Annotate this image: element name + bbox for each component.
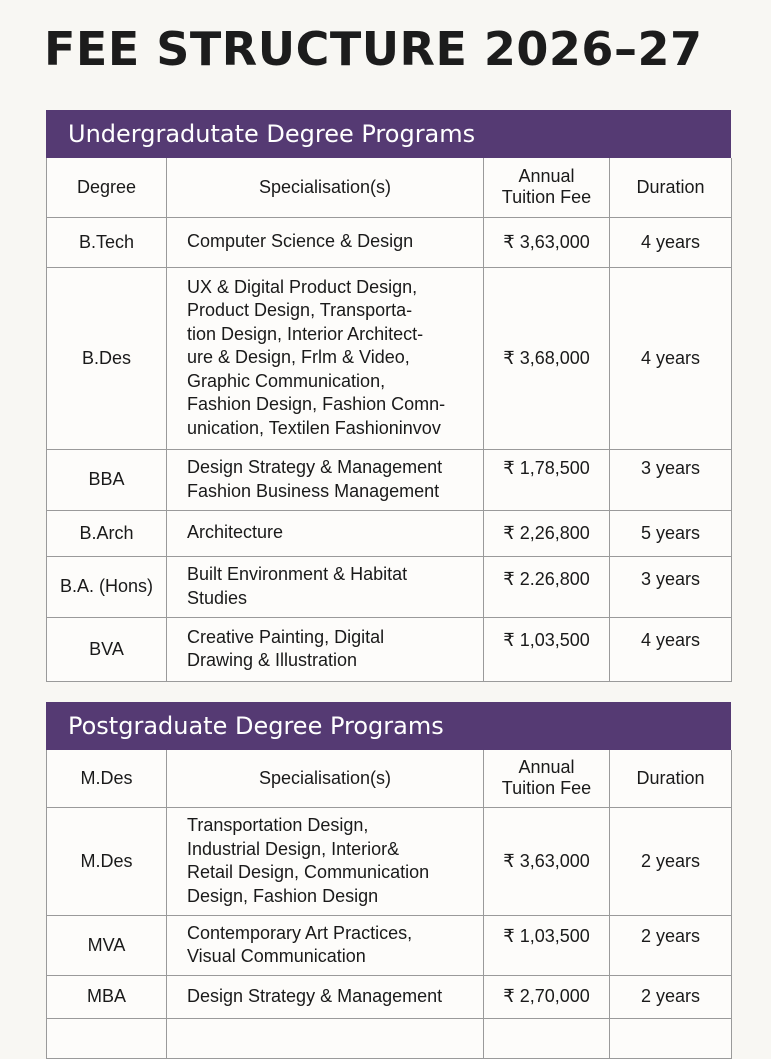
specialisation-line: Fashion Design, Fashion Comn- [187,394,446,415]
degree-cell: B.Tech [47,217,167,267]
postgraduate-heading: Postgraduate Degree Programs [46,702,731,750]
specialisation-line: Visual Communication [187,946,366,966]
page-title: FEE STRUCTURE 2026–27 [44,22,703,76]
specialisation-line: Contemporary Art Practices, [187,922,413,943]
specialisation-cell [167,217,484,267]
table-row-ba-hons [47,556,732,617]
fee-cell: ₹ 1,03,500 [484,617,610,681]
fee-cell: ₹ 3,63,000 [484,217,610,267]
duration-cell: 2 years [610,975,732,1018]
table-row-bdes [47,267,732,449]
specialisation-line: Transportation Design, [187,815,369,835]
duration-cell [610,1018,732,1058]
fee-cell: ₹ 1,78,500 [484,449,610,510]
duration-cell: 3 years [610,449,732,510]
table-row-cutoff [47,1018,732,1058]
col-header-degree: M.Des [47,750,167,807]
specialisation-line: Fashion Business Management [187,480,440,501]
table-row-barch [47,510,732,556]
degree-cell: BVA [47,617,167,681]
degree-cell: M.Des [47,807,167,915]
table-row-mdes [47,807,732,915]
specialisation-line: Drawing & Illustration [187,650,358,670]
fee-cell: ₹ 2,26,800 [484,510,610,556]
col-header-fee-line1: Annual [518,757,575,778]
specialisation-line: Design Strategy & Management [187,457,443,477]
degree-cell: B.A. (Hons) [47,556,167,617]
specialisation-line: Design Strategy & Management [187,985,443,1006]
col-header-fee [484,158,610,217]
specialisation-line: tion Design, Interior Architect- [187,323,424,344]
duration-cell: 3 years [610,556,732,617]
col-header-specialisation: Specialisation(s) [167,158,484,217]
specialisation-cell [167,617,484,681]
specialisation-cell [167,975,484,1018]
undergraduate-fee-table [46,158,732,682]
specialisation-cell [167,915,484,975]
col-header-fee [484,750,610,807]
duration-cell: 2 years [610,915,732,975]
col-header-fee-line1: Annual [518,166,575,187]
column-header-row [47,158,732,217]
table-row-mva [47,915,732,975]
degree-cell: MVA [47,915,167,975]
specialisation-line: Computer Science & Design [187,231,414,252]
specialisation-cell [167,807,484,915]
specialisation-cell [167,556,484,617]
duration-cell: 4 years [610,267,732,449]
specialisation-cell [167,449,484,510]
duration-cell: 2 years [610,807,732,915]
table-row-mba [47,975,732,1018]
table-row-bva [47,617,732,681]
undergraduate-heading: Undergradutate Degree Programs [46,110,731,158]
duration-cell: 4 years [610,217,732,267]
fee-cell: ₹ 2,70,000 [484,975,610,1018]
specialisation-line: unication, Textilen Fashioninvov [187,417,441,438]
undergraduate-section [46,110,731,682]
fee-cell: ₹ 3,68,000 [484,267,610,449]
specialisation-line: Creative Painting, Digital [187,626,385,647]
col-header-duration: Duration [610,158,732,217]
degree-cell: B.Arch [47,510,167,556]
specialisation-line: Studies [187,587,248,608]
specialisation-line: Built Environment & Habitat [187,564,408,584]
specialisation-line: Graphic Communication, [187,370,386,391]
col-header-fee-line2: Tuition Fee [501,187,592,208]
specialisation-line: ure & Design, Frlm & Video, [187,347,410,368]
column-header-row [47,750,732,807]
specialisation-line: UX & Digital Product Design, [187,276,418,297]
postgraduate-fee-table [46,750,732,1059]
specialisation-line: Design, Fashion Design [187,885,379,906]
specialisation-line: Retail Design, Communication [187,862,430,882]
postgraduate-section [46,702,731,1059]
col-header-degree: Degree [47,158,167,217]
col-header-specialisation: Specialisation(s) [167,750,484,807]
degree-cell: B.Des [47,267,167,449]
specialisation-line: Product Design, Transporta- [187,300,413,321]
fee-cell: ₹ 2.26,800 [484,556,610,617]
fee-cell [484,1018,610,1058]
fee-cell: ₹ 1,03,500 [484,915,610,975]
specialisation-cell [167,267,484,449]
duration-cell: 5 years [610,510,732,556]
degree-cell: MBA [47,975,167,1018]
table-row-btech [47,217,732,267]
col-header-fee-line2: Tuition Fee [501,778,592,799]
specialisation-line: Industrial Design, Interior& [187,838,400,859]
specialisation-cell [167,1018,484,1058]
fee-cell: ₹ 3,63,000 [484,807,610,915]
specialisation-line: Architecture [187,522,284,543]
specialisation-cell [167,510,484,556]
degree-cell: BBA [47,449,167,510]
table-row-bba [47,449,732,510]
degree-cell [47,1018,167,1058]
col-header-duration: Duration [610,750,732,807]
duration-cell: 4 years [610,617,732,681]
